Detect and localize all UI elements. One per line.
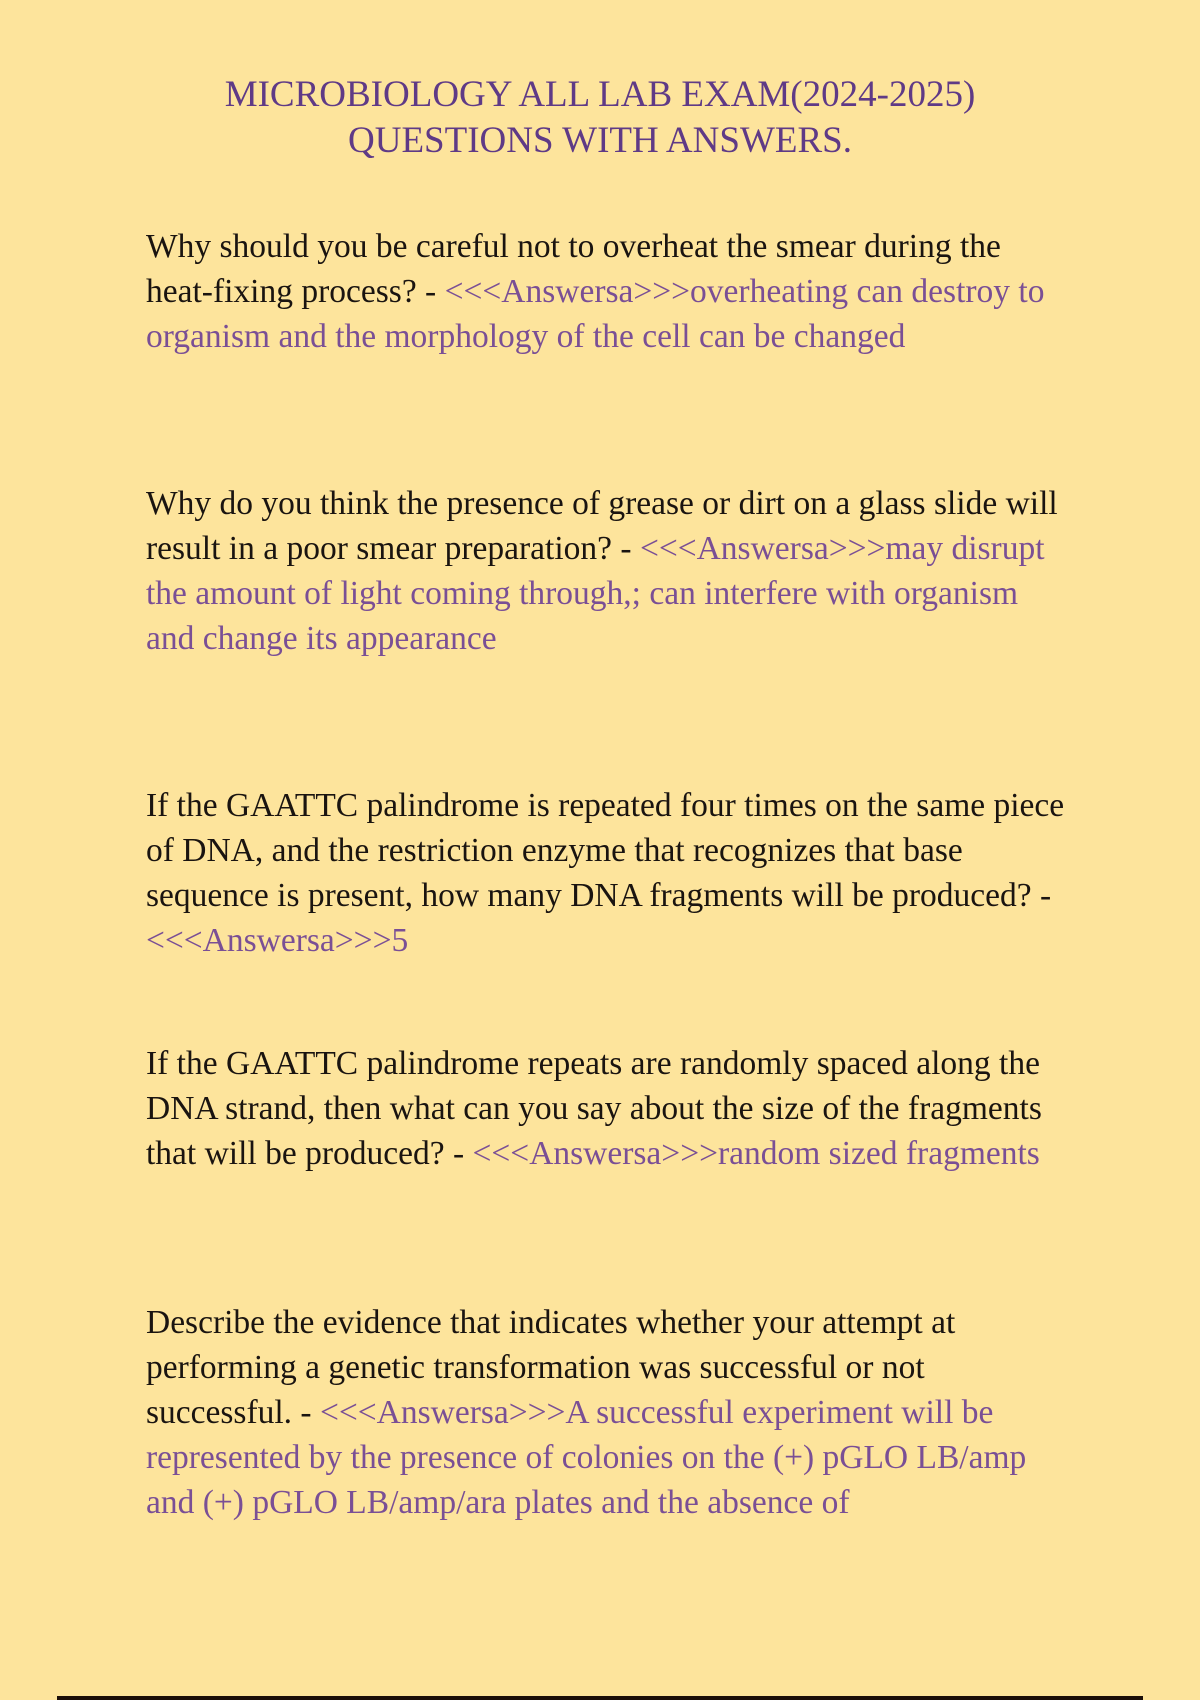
question-text: Why should you be careful not to overheat the smear during the heat-fixing process? - — [146, 228, 1001, 310]
question-text: If the GAATTC palindrome is repeated four times on the same piece of DNA, and the restriction enzyme that recognizes that base sequence is present, how many DNA fragments will be produced? - — [146, 787, 1065, 914]
answer-text: <<<Answersa>>>5 — [146, 922, 409, 959]
answer-text: <<<Answersa>>>random sized fragments — [472, 1135, 1040, 1172]
answer-text: <<<Answersa>>>A successful experiment will be represented by the presence of colonies on the (+) pGLO LB/amp and (+) pGLO LB/amp/ara plates and the absence of — [146, 1394, 1027, 1521]
qa-item — [146, 1041, 1066, 1176]
qa-item — [146, 481, 1066, 661]
question-text: If the GAATTC palindrome repeats are randomly spaced along the DNA strand, then what can you say about the size of the fragments that will be produced? - — [146, 1045, 1042, 1172]
page-bottom-divider — [57, 1696, 1143, 1700]
question-text: Why do you think the presence of grease or dirt on a glass slide will result in a poor smear preparation? - — [146, 485, 1058, 567]
answer-text: <<<Answersa>>>may disrupt the amount of light coming through,; can interfere with organism and change its appearance — [146, 530, 1045, 657]
qa-item — [146, 783, 1066, 963]
title-line-2: QUESTIONS WITH ANSWERS. — [348, 120, 852, 161]
question-text: Describe the evidence that indicates whether your attempt at performing a genetic transformation was successful or not successful. - — [146, 1304, 956, 1431]
document-title — [0, 72, 1200, 164]
qa-item — [146, 224, 1066, 359]
qa-item — [146, 1300, 1066, 1525]
title-line-1: MICROBIOLOGY ALL LAB EXAM(2024-2025) — [224, 74, 976, 115]
answer-text: <<<Answersa>>>overheating can destroy to organism and the morphology of the cell can be changed — [146, 273, 1045, 355]
